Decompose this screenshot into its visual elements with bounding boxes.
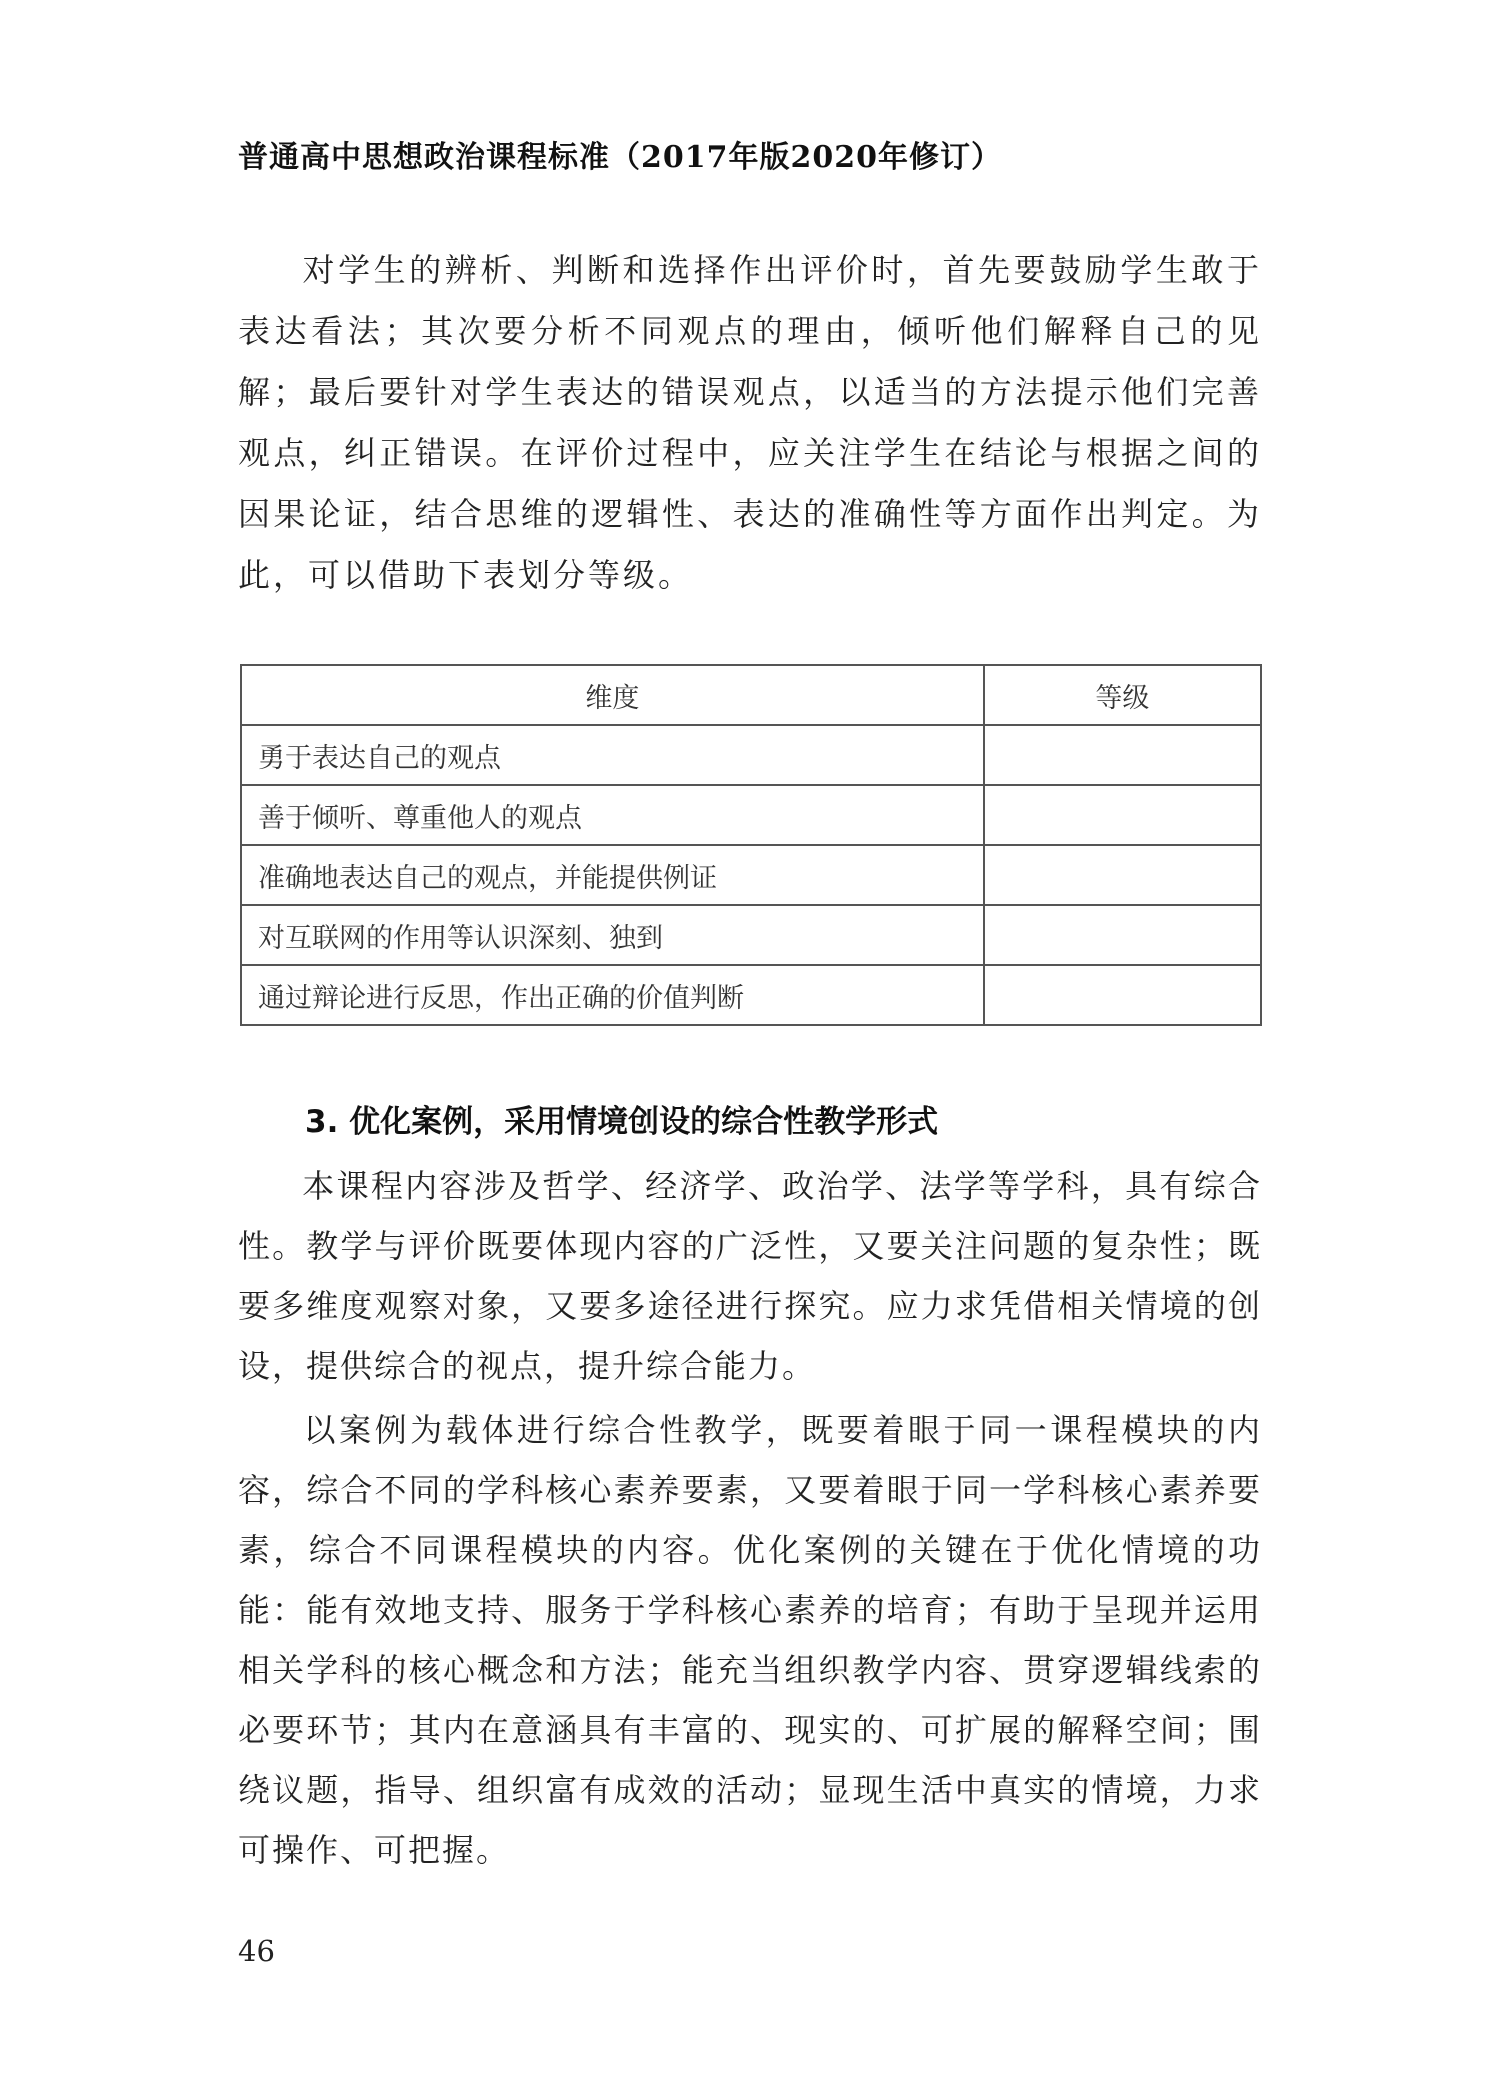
grading-table — [240, 664, 1262, 1026]
table-row — [241, 905, 1261, 965]
dimension-cell: 勇于表达自己的观点 — [241, 725, 984, 785]
grade-cell — [984, 965, 1261, 1025]
dimension-cell: 通过辩论进行反思，作出正确的价值判断 — [241, 965, 984, 1025]
table-row — [241, 785, 1261, 845]
page-number: 46 — [238, 1934, 275, 1968]
paragraph-text: 本课程内容涉及哲学、经济学、政治学、法学等学科，具有综合性。教学与评价既要体现内容的广泛性，又要关注问题的复杂性；既要多维度观察对象，又要多途径进行探究。应力求凭借相关情境的创设，提供综合的视点，提升综合能力。 — [238, 1167, 1262, 1385]
table-row — [241, 965, 1261, 1025]
paragraph-text: 以案例为载体进行综合性教学，既要着眼于同一课程模块的内容，综合不同的学科核心素养要素，又要着眼于同一学科核心素养要素，综合不同课程模块的内容。优化案例的关键在于优化情境的功能：能有效地支持、服务于学科核心素养的培育；有助于呈现并运用相关学科的核心概念和方法；能充当组织教学内容、贯穿逻辑线索的必要环节；其内在意涵具有丰富的、现实的、可扩展的解释空间；围绕议题，指导、组织富有成效的活动；显现生活中真实的情境，力求可操作、可把握。 — [238, 1411, 1262, 1869]
grade-cell — [984, 785, 1261, 845]
dimension-cell: 对互联网的作用等认识深刻、独到 — [241, 905, 984, 965]
section-heading: 3. 优化案例，采用情境创设的综合性教学形式 — [305, 1104, 939, 1140]
running-header: 普通高中思想政治课程标准（2017年版2020年修订） — [238, 140, 1002, 175]
paragraph-comprehensive — [238, 1156, 1262, 1396]
grade-cell — [984, 905, 1261, 965]
dimension-cell: 善于倾听、尊重他人的观点 — [241, 785, 984, 845]
grade-cell — [984, 845, 1261, 905]
column-header-dimension: 维度 — [241, 665, 984, 725]
grade-cell — [984, 725, 1261, 785]
dimension-cell: 准确地表达自己的观点，并能提供例证 — [241, 845, 984, 905]
paragraph-evaluation — [238, 240, 1262, 606]
column-header-grade: 等级 — [984, 665, 1261, 725]
paragraph-case-teaching — [238, 1400, 1262, 1880]
table-header-row — [241, 665, 1261, 725]
table-row — [241, 845, 1261, 905]
paragraph-text: 对学生的辨析、判断和选择作出评价时，首先要鼓励学生敢于表达看法；其次要分析不同观点的理由，倾听他们解释自己的见解；最后要针对学生表达的错误观点，以适当的方法提示他们完善观点，纠正错误。在评价过程中，应关注学生在结论与根据之间的因果论证，结合思维的逻辑性、表达的准确性等方面作出判定。为此，可以借助下表划分等级。 — [238, 251, 1262, 594]
table-row — [241, 725, 1261, 785]
